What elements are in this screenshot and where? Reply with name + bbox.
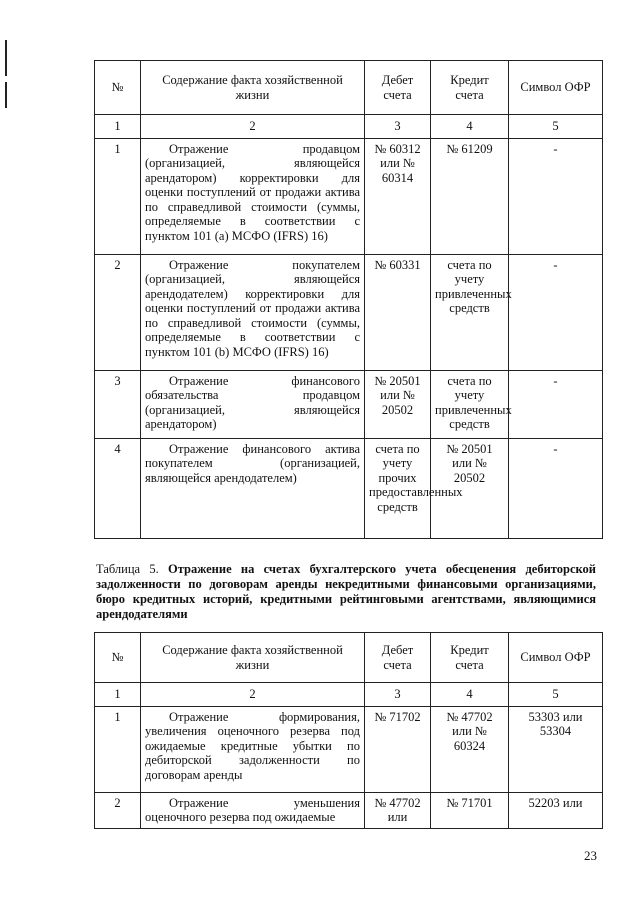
- row-ofr: -: [509, 254, 603, 370]
- header-ofr: Символ ОФР: [509, 633, 603, 683]
- table-row: [95, 370, 603, 438]
- table-row: [95, 792, 603, 828]
- row-ofr: 53303 или 53304: [509, 706, 603, 792]
- row-text: [141, 138, 365, 254]
- row-credit: № 47702 или № 60324: [431, 706, 509, 792]
- row-text: [141, 792, 365, 828]
- row-ofr: 52203 или: [509, 792, 603, 828]
- column-number: 3: [365, 115, 431, 139]
- column-number-row: [95, 683, 603, 707]
- header-ofr: Символ ОФР: [509, 61, 603, 115]
- column-number: 4: [431, 683, 509, 707]
- row-number: 1: [95, 138, 141, 254]
- header-debit: Дебет счета: [365, 61, 431, 115]
- column-number: 5: [509, 683, 603, 707]
- scan-edge-mark: [5, 82, 7, 108]
- row-debit: № 60331: [365, 254, 431, 370]
- row-number: 2: [95, 792, 141, 828]
- header-num: №: [95, 633, 141, 683]
- scan-edge-mark: [5, 40, 7, 76]
- accounting-table-5: [94, 632, 603, 829]
- table-header-row: [95, 633, 603, 683]
- row-text: [141, 254, 365, 370]
- row-text-body: Отражение финансового актива покупателем (организацией, являющейся арендодателем): [145, 441, 360, 485]
- row-debit: счета по учету прочих предоставленных средств: [365, 438, 431, 538]
- column-number: 3: [365, 683, 431, 707]
- table-row: [95, 254, 603, 370]
- column-number: 4: [431, 115, 509, 139]
- table5-caption-title: Отражение на счетах бухгалтерского учета обесценения дебиторской задолженности по договорам аренды некредитными финансовыми организациями, бюро кредитных историй, кредитными рейтинговыми агентствами, являющимися арендодателями: [96, 562, 596, 621]
- row-ofr: -: [509, 138, 603, 254]
- header-content: Содержание факта хозяйственной жизни: [141, 633, 365, 683]
- row-credit: № 61209: [431, 138, 509, 254]
- table-row: [95, 138, 603, 254]
- row-number: 4: [95, 438, 141, 538]
- header-debit: Дебет счета: [365, 633, 431, 683]
- column-number: 2: [141, 115, 365, 139]
- header-credit: Кредит счета: [431, 61, 509, 115]
- row-credit: № 71701: [431, 792, 509, 828]
- accounting-table-continued: [94, 60, 603, 539]
- row-text-body: Отражение финансового обязательства продавцом (организацией, являющейся арендатором): [145, 373, 360, 431]
- row-debit: № 60312 или № 60314: [365, 138, 431, 254]
- row-credit: № 20501 или № 20502: [431, 438, 509, 538]
- row-ofr: -: [509, 438, 603, 538]
- table-row: [95, 706, 603, 792]
- column-number: 1: [95, 115, 141, 139]
- table5-caption: [96, 562, 596, 622]
- column-number: 1: [95, 683, 141, 707]
- row-text-body: Отражение покупателем (организацией, являющейся арендодателем) корректировки для оценки поступлений от продажи актива по справедливой стоимости (суммы, определяемые в соответствии с пунктом 101 (b) МСФО (IFRS) 16): [145, 257, 360, 359]
- row-debit: № 47702 или: [365, 792, 431, 828]
- row-ofr: -: [509, 370, 603, 438]
- row-number: 3: [95, 370, 141, 438]
- row-credit: счета по учету привлеченных средств: [431, 370, 509, 438]
- table-row: [95, 438, 603, 538]
- page-number: 23: [584, 848, 597, 863]
- row-text: [141, 370, 365, 438]
- column-number: 2: [141, 683, 365, 707]
- column-number-row: [95, 115, 603, 139]
- header-credit: Кредит счета: [431, 633, 509, 683]
- row-number: 2: [95, 254, 141, 370]
- table5-caption-prefix: Таблица 5.: [96, 562, 159, 576]
- row-debit: № 20501 или № 20502: [365, 370, 431, 438]
- row-credit: счета по учету привлеченных средств: [431, 254, 509, 370]
- row-debit: № 71702: [365, 706, 431, 792]
- header-content: Содержание факта хозяйственной жизни: [141, 61, 365, 115]
- row-text-body: Отражение продавцом (организацией, являющейся арендатором) корректировки для оценки поступлений от продажи актива по справедливой стоимости (суммы, определяемые в соответствии с пунктом 101 (a) МСФО (IFRS) 16): [145, 141, 360, 243]
- row-text-body: Отражение уменьшения оценочного резерва под ожидаемые: [145, 795, 360, 824]
- header-num: №: [95, 61, 141, 115]
- row-number: 1: [95, 706, 141, 792]
- row-text: [141, 706, 365, 792]
- row-text: [141, 438, 365, 538]
- column-number: 5: [509, 115, 603, 139]
- row-text-body: Отражение формирования, увеличения оценочного резерва под ожидаемые кредитные убытки по дебиторской задолженности по договорам аренды: [145, 709, 360, 782]
- table-header-row: [95, 61, 603, 115]
